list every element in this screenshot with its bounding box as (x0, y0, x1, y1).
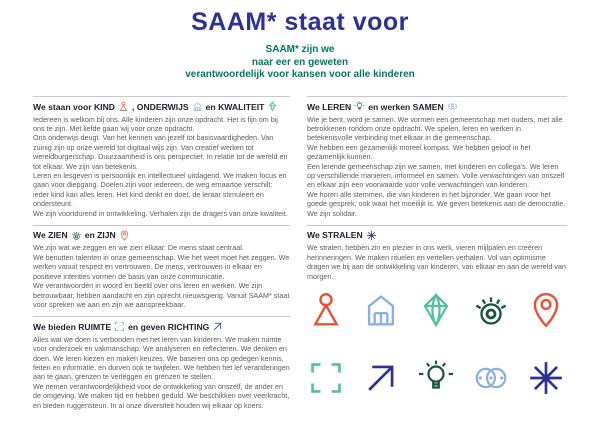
person-icon (307, 291, 345, 329)
venn-circles-icon (447, 101, 458, 112)
section-body (307, 243, 567, 281)
section-header (307, 230, 567, 241)
eye-icon (472, 291, 510, 329)
right-column (307, 96, 567, 397)
section-zien-en-zijn (33, 225, 290, 309)
paragraph: We verantwoorden in woord en beeld over ons leren en werken. We zijn betrouwbaar, hebben aandacht en zijn oprecht nieuwsgierig. Vanuit SAAM* staat voor spreken we aan en zijn we aanspreekbaar. (33, 281, 290, 309)
paragraph: We nemen verantwoordelijkheid voor de ontwikkeling van onszelf, de ander en de omgeving. We maken tijd en hebben geduld. We beschikken over veerkracht, en bieden ruggensteun. In al onze diversiteit houden wij elkaar op koers. (33, 381, 290, 410)
paragraph: We zijn voortdurend in ontwikkeling. Verhalen zijn de dragers van onze kwaliteit. (33, 208, 288, 218)
paragraph: Ons onderwijs deugt. Van het kennen van jezelf tot basisvaardigheden. Van zuinig zijn op onze wereld tot digitaal wijs zijn. Van creatief werken tot wereldburgerschap. Duurzaamheid is ons perspectief. In relatie tot de wereld en tot elkaar. We zijn van betekenis. (33, 133, 288, 171)
arrow-up-right-icon (362, 359, 400, 397)
section-body (33, 115, 290, 218)
section-header (33, 230, 290, 241)
header-text: We LEREN (307, 101, 352, 112)
paragraph: We hebben een gezamenlijk moreel kompas. We hebben geloof in het gezamenlijk kunnen. (307, 142, 531, 162)
subtitle-line-1: SAAM* zijn we (265, 44, 335, 55)
section-header (33, 101, 290, 112)
school-building-icon (192, 101, 203, 112)
frame-corners-icon (114, 321, 125, 332)
section-body (33, 243, 290, 309)
subtitle-line-3: verantwoordelijk voor kansen voor alle kinderen (185, 69, 415, 80)
page-title: SAAM* staat voor (191, 8, 409, 36)
paragraph: We benutten talenten in onze gemeenschap. Wie het weet moet het zeggen. We werken vanuit respect en vertrouwen. De mens, vertrouwen in elkaar en positieve intenties vormen de basis van onze communicatie. (33, 252, 290, 281)
icon-grid-row-1 (307, 291, 565, 329)
paragraph: We zijn wat we zeggen en we zien elkaar. De mens staat centraal. (33, 243, 244, 253)
page-subtitle (0, 44, 600, 82)
section-leren-en-samen (307, 96, 567, 218)
location-pin-icon (119, 230, 130, 241)
lightbulb-icon (417, 359, 455, 397)
diamond-icon (267, 101, 278, 112)
subtitle-line-2: naar eer en geweten (251, 56, 349, 68)
venn-circles-icon (472, 359, 510, 397)
person-icon (118, 101, 129, 112)
paragraph: Wie je bent, word je samen. We vormen een gemeenschap met ouders, met alle betrokkenen rondom onze opdracht. We spelen, leren en werken in betekenisvolle verbinding met elkaar in die gemeenschap. (307, 114, 563, 143)
paragraph: We horen alle stemmen, die van kinderen in het bijzonder. We gaan voor het goede gesprek, ook waar het moeilijk is. We geven betekenis aan de democratie. We zijn solidair. (307, 189, 566, 218)
header-text: en werken SAMEN (368, 101, 444, 112)
left-column (33, 96, 290, 417)
section-header (307, 101, 567, 112)
location-pin-icon (527, 291, 565, 329)
section-header (33, 321, 290, 332)
eye-icon (71, 230, 82, 241)
paragraph: We stralen, hebben zin en plezier in ons werk, vieren mijlpalen en creëren herinneringen. We maken rituelen en vertellen verhalen. Vol van optimisme dragen we bij aan de ontwikkeling van kinderen, van elkaar en aan de wereld van morgen. (307, 243, 566, 281)
header-text: We bieden RUIMTE (33, 321, 112, 332)
header-text: We staan voor KIND (33, 101, 115, 112)
paragraph: Alles wat we doen is verbonden met het leren van kinderen. We maken ruimte voor onderzoek en vakmanschap. We analyseren en reflecteren. We denken en doen. We leren kiezen en maken keuzes. We baseren ons op gedegen kennis, feiten en informatie, en durven ook te twijfelen. We hebben het lef veranderingen aan te gaan, grenzen te verleggen en grenzen te stellen. (33, 334, 290, 382)
header-text: en KWALITEIT (205, 101, 265, 112)
header-text: We STRALEN (307, 230, 363, 241)
header-text: en geven RICHTING (128, 321, 210, 332)
school-building-icon (362, 291, 400, 329)
paragraph: Leren en lesgeven is persoonlijk en intellectueel uitdagend. We maken focus en gaan voor diepgang. Doelen zijn voor iedereen, de weg ernaartoe verschilt: ieder kind kan alles leren. Het kind denkt en doet, de leraar stimuleert en ondersteunt. (33, 170, 287, 209)
section-kind-onderwijs-kwaliteit (33, 96, 290, 218)
paragraph: Iedereen is welkom bij ons. Alle kinderen zijn onze opdracht. Het is fijn om bij ons te zijn. Met liefde gaan wij voor onze opdracht. (33, 114, 278, 133)
diamond-icon (417, 291, 455, 329)
asterisk-star-icon (366, 230, 377, 241)
header-text: , ONDERWIJS (131, 101, 189, 112)
arrow-up-right-icon (212, 321, 223, 332)
section-stralen (307, 225, 567, 281)
paragraph: Een lerende gemeenschap zijn we samen, met kinderen en collega's. We leren op verschillende manieren, informeel en samen. Volle verwachtingen van onszelf en elkaar zijn een voorwaarde voor volle verwachtingen van kinderen. (307, 161, 565, 190)
values-icon-grid (307, 291, 565, 397)
section-body (307, 115, 567, 218)
frame-corners-icon (307, 359, 345, 397)
section-ruimte-en-richting (33, 316, 290, 410)
lightbulb-icon (354, 101, 365, 112)
section-body (33, 335, 290, 410)
asterisk-star-icon (527, 359, 565, 397)
header-text: We ZIEN (33, 230, 68, 241)
icon-grid-row-2 (307, 359, 565, 397)
header-text: en ZIJN (84, 230, 116, 241)
